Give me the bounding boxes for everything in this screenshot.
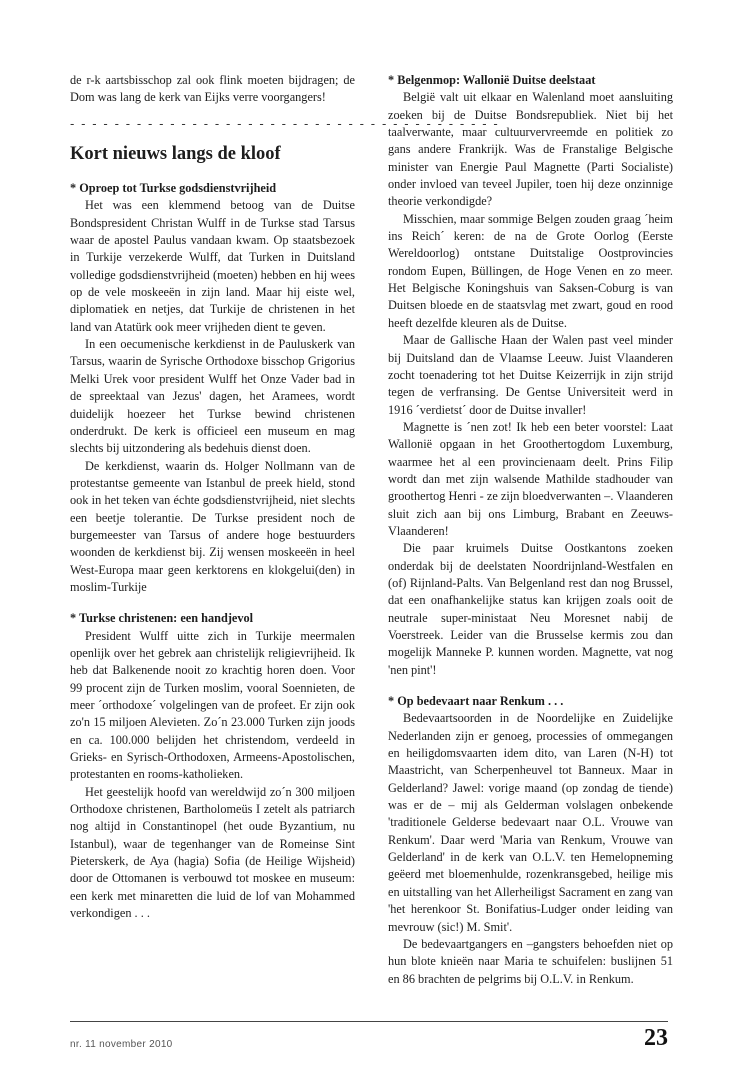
article-paragraph: Magnette is ´nen zot! Ik heb een beter voorstel: Laat Wallonië opgaan in het Groothertogdom Luxemburg, waarmee het al een provincienaam deelt. Prins Filip wordt dan met zijn walsende Mathilde stadhouder van groothertog Henri - ze zijn bloedverwanten –. Vlaanderen sluit zich aan bij ons Limburg, Brabant en Zeeuws-Vlaanderen! bbox=[388, 419, 673, 538]
article-paragraph: Misschien, maar sommige Belgen zouden graag ´heim ins Reich´ keren: de na de Grote Oorlog (Eerste Wereldoorlog) ontstane Duitstalige Oostprovincies rondom Eupen, Büllingen, de Hoge Venen en zo meer. Het Belgische Koningshuis van Saksen-Coburg is van Duitsen bloede en de staatsvlag met zwart, goud en rood heeft dezelfde kleuren als de Duitse. bbox=[388, 211, 673, 330]
article-title-belgenmop: * Belgenmop: Wallonië Duitse deelstaat bbox=[388, 73, 596, 87]
intro-text: de r-k aartsbisschop zal ook flink moeten bijdragen; de Dom was lang de kerk van Eijks verre voorgangers! bbox=[70, 73, 355, 105]
article-title-turkse-christenen: * Turkse christenen: een handjevol bbox=[70, 611, 254, 626]
article-paragraph: President Wulff uitte zich in Turkije meermalen openlijk over het gebrek aan christelijk religievrijheid. Ik heb dat Balkenende nooit zo krachtig horen doen. Voor 99 procent zijn de Turken moslim, vooral Soennieten, de meer ´orthodoxe´ volgelingen van de profeet. Er zijn ook zo'n 15 miljoen Alevieten. Zo´n 23.000 Turken zijn joods en ca. 100.000 belijden het christendom, verdeeld in Grieks- en Syrisch-Orthodoxen, Armeens-Apostolischen, protestanten en rooms-katholieken. bbox=[70, 628, 355, 782]
article-paragraph: Het was een klemmend betoog van de Duitse Bondspresident Christan Wulff in de Turkse stad Tarsus waar de apostel Paulus vandaan kwam. Op staatsbezoek in Turkije verzekerde Wulff, dat Turken in Duitsland volledige godsdienstvrijheid (moeten) hebben en hij wees op de vele moskeeën in zijn land. Maar hij eiste wel, diplomatiek en netjes, dat Turkije de christenen in het land van Atatürk ook meer vrijheden dient te geven. bbox=[70, 198, 355, 334]
article-paragraph: Maar de Gallische Haan der Walen past veel minder bij Duitsland dan de Vlaamse Leeuw. Juist Vlaanderen zocht toenadering tot het Duitse Keizerrijk in zijn strijd tegen de verfransing. De Gentse Universiteit werd in 1916 ´verdietst´ door de Duitse invaller! bbox=[388, 333, 673, 417]
page-number: 23 bbox=[644, 1025, 668, 1051]
dashed-divider: - - - - - - - - - - - - - - - - - - - - - - - - - - - - - - - - - - - - - - - bbox=[70, 115, 500, 131]
article-paragraph: Bedevaartsoorden in de Noordelijke en Zuidelijke Nederlanden zijn er genoeg, processies of ommegangen en heiligdomsvaarten idem dito, van Laren (N-H) tot Maastricht, van Scherpenheuvel tot Banneux. Maar in Gelderland? Jawel: vorige maand (op zondag de tiende) was er de – mij als Gelderman volslagen onbekende 'traditionele Gelderse bedevaart naar O.L. Vrouwe van Renkum'. Daar werd 'Maria van Renkum, Vrouwe van Gelderland' in de kerk van O.L.V. ten Hemelopneming geëerd met bloemenhulde, rozenkransgebed, heilige mis en uitstalling van het Allerheiligst Sacrament en zang van 'het herenkoor St. Bonifatius-Ludger onder leiding van mevrouw (sic!) M. Smit'. bbox=[388, 711, 673, 934]
article-title-bedevaart: * Op bedevaart naar Renkum . . . bbox=[388, 694, 564, 709]
issue-label: nr. 11 november 2010 bbox=[70, 1039, 173, 1050]
footer-rule bbox=[70, 1021, 668, 1022]
section-heading: Kort nieuws langs de kloof bbox=[70, 144, 281, 165]
article-paragraph: Die paar kruimels Duitse Oostkantons zoeken onderdak bij de deelstaten Noordrijnland-Westfalen en (of) Rijnland-Palts. Van Belgenland rest dan nog Brussel, dat een onafhankelijke status kan krijgen zoals ooit de neutrale super-ministaat Neu Moresnet nabij de Voerstreek. Leider van die Brusselse kermis zou dan mogelijk Manneke P. kunnen worden. Magnette, vat nog 'nen pint'! bbox=[388, 541, 673, 677]
article-paragraph: België valt uit elkaar en Walenland moet aansluiting zoeken bij de Duitse Bondsrepubliek. Niet bij het taalverwante, maar cultuurvervreemde en politiek zo gans andere Frankrijk. Was de Franstalige Belgische minister van Energie Paul Magnette (Parti Socialiste) onder invloed van teveel Jupiler, toen hij deze onzinnige theorie verkondigde? bbox=[388, 90, 673, 209]
article-title-oproep: * Oproep tot Turkse godsdienstvrijheid bbox=[70, 181, 277, 196]
article-paragraph: De bedevaartgangers en –gangsters behoefden niet op hun blote knieën naar Maria te schuifelen: buslijnen 51 en 86 brachten de pelgrims bij O.L.V. in Renkum. bbox=[388, 936, 673, 986]
article-paragraph: Het geestelijk hoofd van wereldwijd zo´n 300 miljoen Orthodoxe christenen, Bartholomeüs I zetelt als patriarch nog altijd in Constantinopel (het oude Byzantium, nu Istanbul), waar de tegenhanger van de Romeinse Sint Pieterskerk, de Aya (hagia) Sofia (de Heilige Wijsheid) door de Ottomanen is verbouwd tot moskee en museum: een kerk met minaretten die luid de lof van Mohammed verkondigen . . . bbox=[70, 784, 355, 921]
article-paragraph: De kerkdienst, waarin ds. Holger Nollmann van de protestantse gemeente van Istanbul de preek hield, stond ook in het teken van échte godsdienstvrijheid, niet slechts een beetje tolerantie. De Turkse president noch de burgemeester van Tarsus of andere hoge bestuurders woonden de kerkdienst bij. Zij wensen moskeeën in heel West-Europa maar geen kerktorens en klokgelui(den) in moslim-Turkije bbox=[70, 458, 355, 594]
right-column bbox=[388, 72, 673, 988]
article-paragraph: In een oecumenische kerkdienst in de Pauluskerk van Tarsus, waarin de Syrische Orthodoxe bisschop Grigorius Melki Urek voor president Wulff het Onze Vader bad in de spreektaal van Jezus' dagen, het Aramees, wordt duidelijk hoezeer het Turkse bewind christenen onderdrukt. De kerk is officieel een museum en mag slechts bij uitzondering als bedehuis dienst doen. bbox=[70, 337, 355, 456]
